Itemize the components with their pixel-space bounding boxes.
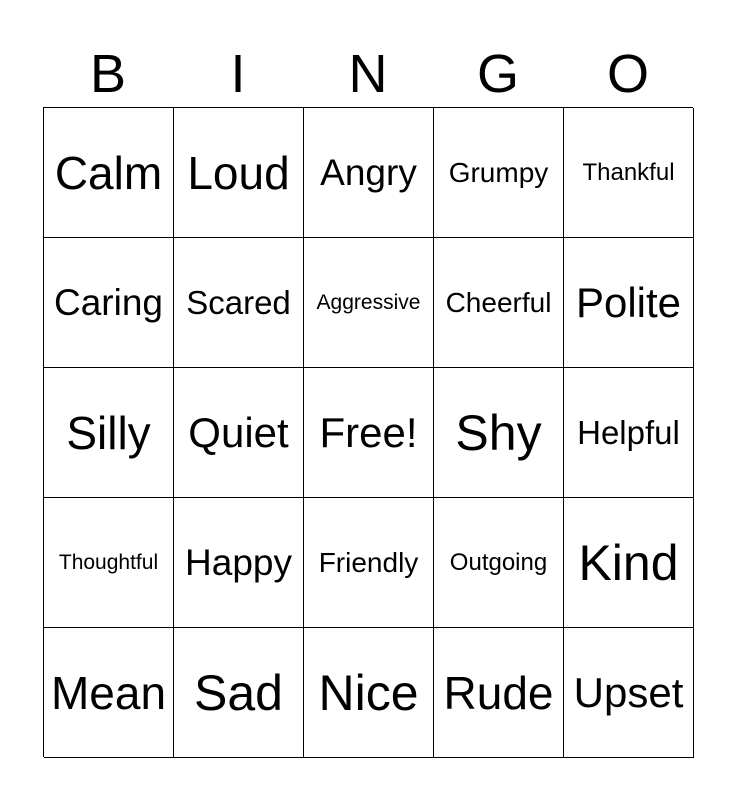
bingo-cell-r2-c5[interactable]: Polite [564,238,694,368]
bingo-cell-r2-c4[interactable]: Cheerful [434,238,564,368]
bingo-cell-r2-c2[interactable]: Scared [174,238,304,368]
bingo-cell-r5-c3[interactable]: Nice [304,628,434,758]
bingo-cell-r2-c1[interactable]: Caring [44,238,174,368]
header-letter-g: G [476,44,519,104]
bingo-cell-r4-c2[interactable]: Happy [174,498,304,628]
bingo-cell-r1-c1[interactable]: Calm [44,108,174,238]
bingo-cell-r4-c3[interactable]: Friendly [304,498,434,628]
bingo-board [43,107,693,757]
bingo-cell-r1-c4[interactable]: Grumpy [434,108,564,238]
bingo-cell-r5-c5[interactable]: Upset [564,628,694,758]
bingo-cell-r5-c4[interactable]: Rude [434,628,564,758]
header-letter-o: O [606,44,649,104]
bingo-cell-r3-c5[interactable]: Helpful [564,368,694,498]
bingo-cell-r1-c2[interactable]: Loud [174,108,304,238]
bingo-header [43,40,693,108]
bingo-cell-r4-c4[interactable]: Outgoing [434,498,564,628]
bingo-cell-r2-c3[interactable]: Aggressive [304,238,434,368]
bingo-cell-r5-c1[interactable]: Mean [44,628,174,758]
bingo-cell-r4-c5[interactable]: Kind [564,498,694,628]
bingo-cell-r5-c2[interactable]: Sad [174,628,304,758]
bingo-cell-r4-c1[interactable]: Thoughtful [44,498,174,628]
bingo-cell-r3-c2[interactable]: Quiet [174,368,304,498]
bingo-cell-r3-c1[interactable]: Silly [44,368,174,498]
header-letter-i: I [230,44,246,104]
bingo-cell-r1-c5[interactable]: Thankful [564,108,694,238]
header-letter-b: B [89,44,127,104]
bingo-cell-r3-c3[interactable]: Free! [304,368,434,498]
bingo-cell-r3-c4[interactable]: Shy [434,368,564,498]
bingo-cell-r1-c3[interactable]: Angry [304,108,434,238]
header-letter-n: N [348,44,388,104]
